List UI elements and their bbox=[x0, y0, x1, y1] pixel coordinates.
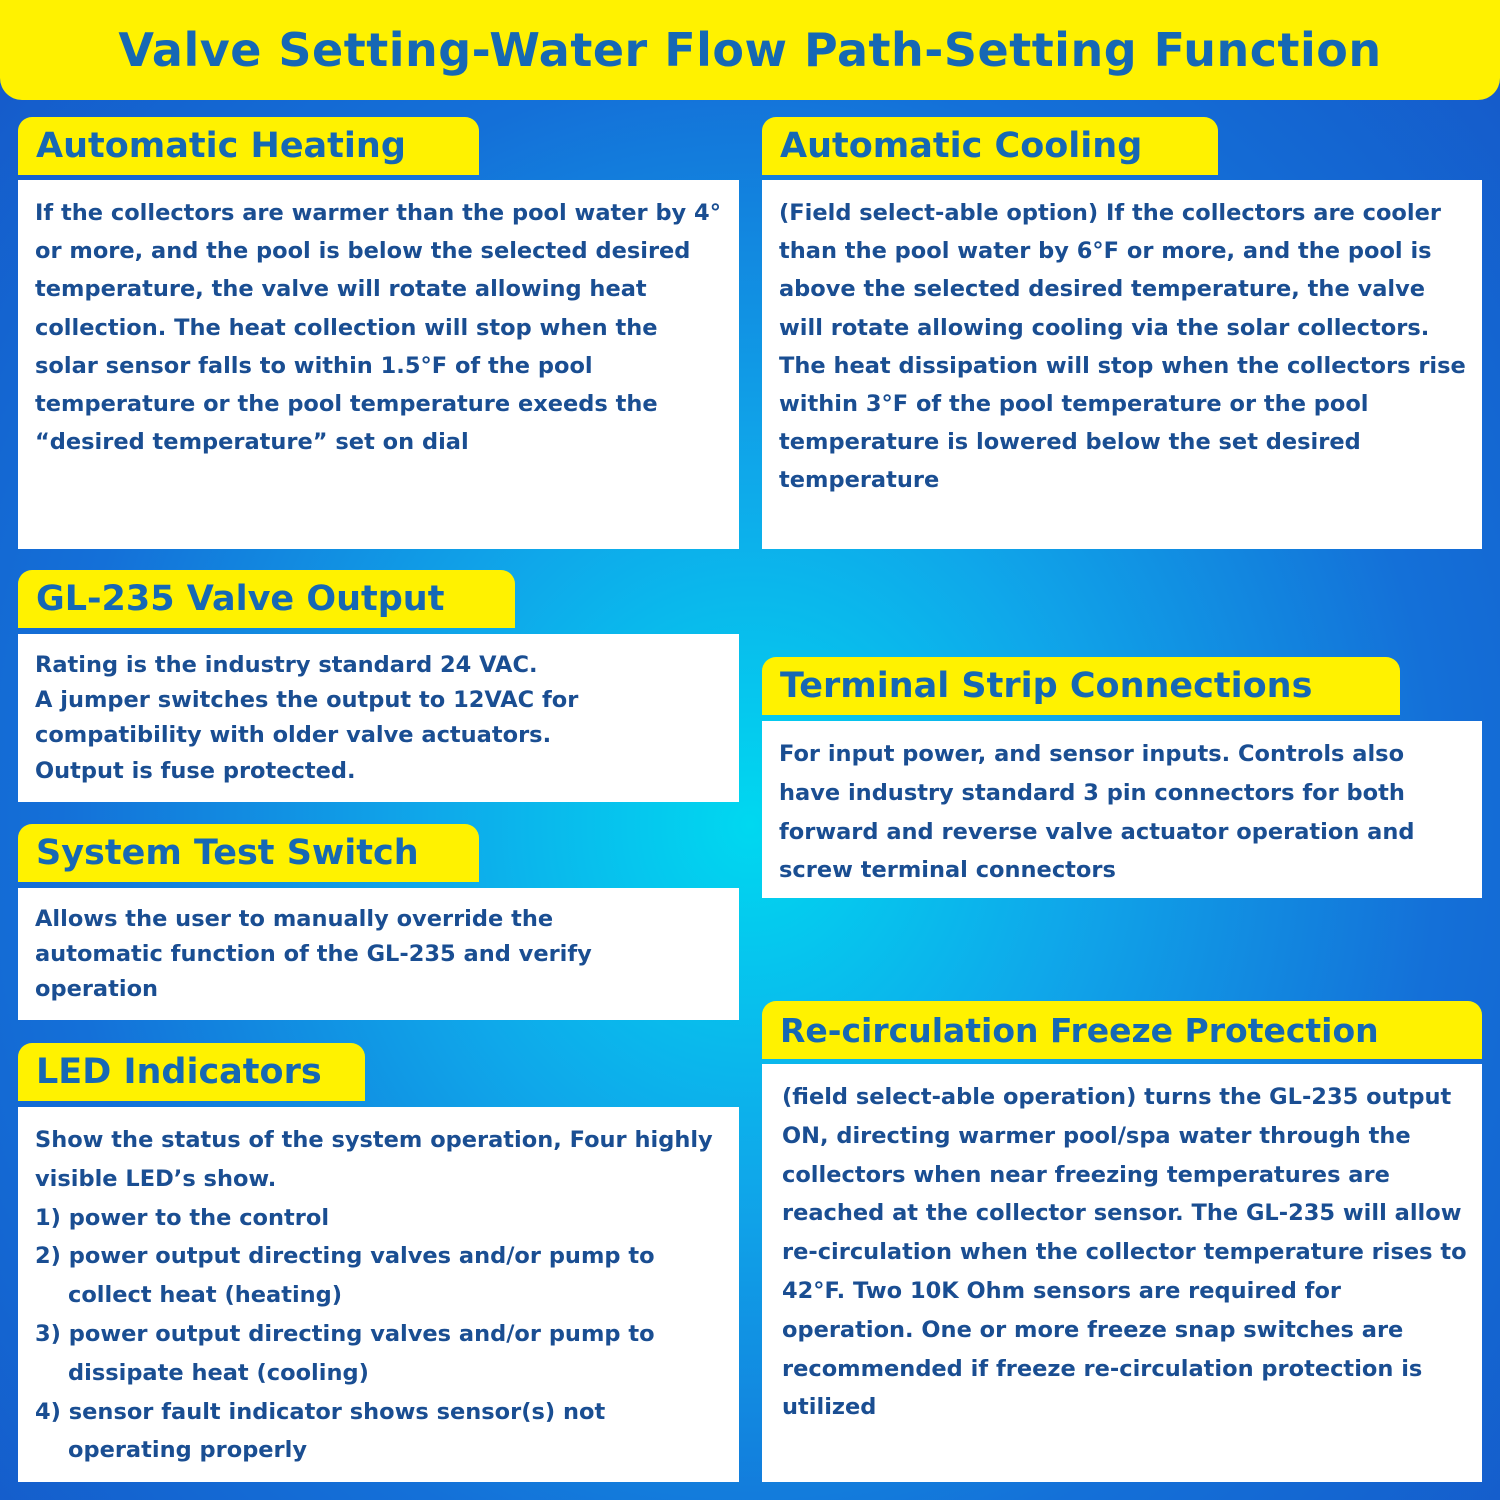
terminal-panel bbox=[762, 721, 1482, 898]
cooling-title: Automatic Cooling bbox=[780, 126, 1143, 166]
led-panel bbox=[18, 1107, 739, 1482]
terminal-text: For input power, and sensor inputs. Controls also have industry standard 3 pin connectors for both forward and reverse valve actuator operation and screw terminal connectors bbox=[779, 741, 1415, 884]
freeze-title: Re-circulation Freeze Protection bbox=[780, 1010, 1379, 1050]
led-list-item: 1) power to the control bbox=[35, 1204, 330, 1231]
heating-text: If the collectors are warmer than the pool water by 4° or more, and the pool is below the selected desired temperature, the valve will rotate allowing heat collection. The heat collection will stop when the solar sensor falls to within 1.5°F of the pool temperature or the pool temperature exeeds the “desired temperature” set on dial bbox=[35, 200, 721, 456]
cooling-heading bbox=[762, 117, 1218, 175]
valve-output-line-2: A jumper switches the output to 12VAC for compatibility with older valve actuators. bbox=[35, 687, 579, 749]
terminal-title: Terminal Strip Connections bbox=[780, 666, 1313, 706]
valve-output-heading bbox=[18, 570, 515, 628]
valve-output-panel bbox=[18, 634, 739, 802]
valve-output-line-3: Output is fuse protected. bbox=[35, 757, 356, 784]
freeze-heading bbox=[762, 1001, 1482, 1059]
led-intro: Show the status of the system operation, Four highly visible LED’s show. bbox=[35, 1127, 713, 1192]
test-switch-text: Allows the user to manually override the automatic function of the GL-235 and verify operation bbox=[35, 906, 592, 1003]
freeze-text: (field select-able operation) turns the GL-235 output ON, directing warmer pool/spa water through the collectors when near freezing temperatures are reached at the collector sensor. The GL-235 will allow re-circulation when the collector temperature rises to 42°F. Two 10K Ohm sensors are required for operation. One or more freeze snap switches are recommended if freeze re-circulation protection is utilized bbox=[782, 1084, 1467, 1421]
cooling-panel bbox=[762, 180, 1482, 549]
title-banner bbox=[0, 0, 1500, 100]
test-switch-title: System Test Switch bbox=[36, 833, 419, 873]
page-title: Valve Setting-Water Flow Path-Setting Function bbox=[118, 23, 1382, 77]
freeze-panel bbox=[762, 1064, 1482, 1482]
cooling-text: (Field select-able option) If the collectors are cooler than the pool water by 6°F or more, and the pool is above the selected desired temperature, the valve will rotate allowing cooling via the solar collectors. The heat dissipation will stop when the collectors rise within 3°F of the pool temperature or the pool temperature is lowered below the set desired temperature bbox=[779, 200, 1466, 494]
led-heading bbox=[18, 1043, 365, 1101]
valve-output-line-1: Rating is the industry standard 24 VAC. bbox=[35, 652, 538, 678]
led-list-item: 3) power output directing valves and/or pump to dissipate heat (cooling) bbox=[35, 1320, 655, 1386]
valve-output-title: GL-235 Valve Output bbox=[36, 579, 445, 619]
led-list-item: 4) sensor fault indicator shows sensor(s) not operating properly bbox=[35, 1398, 606, 1464]
led-title: LED Indicators bbox=[36, 1052, 322, 1092]
led-list-item: 2) power output directing valves and/or pump to collect heat (heating) bbox=[35, 1243, 655, 1309]
test-switch-panel bbox=[18, 888, 739, 1020]
heating-panel bbox=[18, 180, 739, 549]
heating-heading bbox=[18, 117, 479, 175]
heating-title: Automatic Heating bbox=[36, 126, 406, 166]
led-list bbox=[35, 1199, 725, 1471]
test-switch-heading bbox=[18, 824, 479, 882]
terminal-heading bbox=[762, 657, 1400, 715]
